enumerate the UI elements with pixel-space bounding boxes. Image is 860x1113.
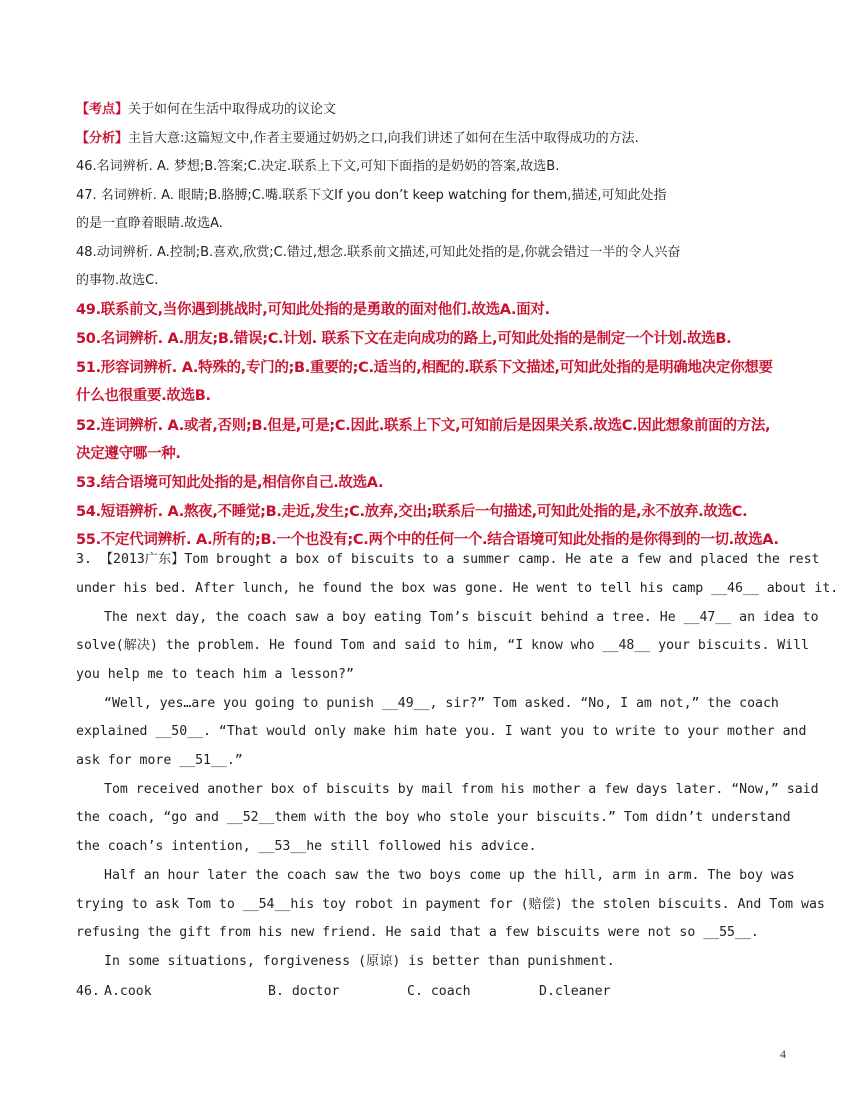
passage-line: under his bed. After lunch, he found the box was gone. He went to tell his camp __46__ about it. xyxy=(76,581,839,596)
kaodian-line xyxy=(76,100,336,120)
question-46-number: 46. xyxy=(76,984,100,999)
option-c: C. coach xyxy=(407,984,471,999)
passage-line: explained __50__. “That would only make him hate you. I want you to write to your mother and xyxy=(76,724,807,739)
passage-line: The next day, the coach saw a boy eating Tom’s biscuit behind a tree. He __47__ an idea to xyxy=(104,610,819,625)
red-explanation-line: 什么也很重要.故选B. xyxy=(76,388,211,404)
passage-line: trying to ask Tom to __54__his toy robot in payment for (赔偿) the stolen biscuits. And Tom was xyxy=(76,897,825,912)
red-explanation-line: 49.联系前文,当你遇到挑战时,可知此处指的是勇敢的面对他们.故选A.面对. xyxy=(76,302,550,318)
passage-line: In some situations, forgiveness (原谅) is better than punishment. xyxy=(104,954,615,969)
passage-line: Tom received another box of biscuits by mail from his mother a few days later. “Now,” said xyxy=(104,782,819,797)
red-explanation-line: 决定遵守哪一种. xyxy=(76,446,181,462)
explanation-line: 的事物.故选C. xyxy=(76,273,159,288)
passage-line: the coach, “go and __52__them with the boy who stole your biscuits.” Tom didn’t understand xyxy=(76,810,791,825)
option-b: B. doctor xyxy=(268,984,340,999)
fenxi-text: 主旨大意:这篇短文中,作者主要通过奶奶之口,向我们讲述了如何在生活中取得成功的方法. xyxy=(128,131,639,146)
explanation-line: 的是一直睁着眼睛.故选A. xyxy=(76,216,223,231)
passage-line: you help me to teach him a lesson?” xyxy=(76,667,354,682)
fenxi-line xyxy=(76,129,639,149)
page-number: 4 xyxy=(780,1047,786,1061)
passage-line: Half an hour later the coach saw the two boys come up the hill, arm in arm. The boy was xyxy=(104,868,795,883)
red-explanation-line: 55.不定代词辨析. A.所有的;B.一个也没有;C.两个中的任何一个.结合语境可知此处指的是你得到的一切.故选A. xyxy=(76,532,779,548)
explanation-line: 48.动词辨析. A.控制;B.喜欢,欣赏;C.错过,想念.联系前文描述,可知此处指的是,你就会错过一半的令人兴奋 xyxy=(76,245,681,260)
option-a: A.cook xyxy=(104,984,152,999)
passage-line: “Well, yes…are you going to punish __49__, sir?” Tom asked. “No, I am not,” the coach xyxy=(104,696,779,711)
option-d: D.cleaner xyxy=(539,984,611,999)
passage-line: the coach’s intention, __53__he still followed his advice. xyxy=(76,839,537,854)
red-explanation-line: 52.连词辨析. A.或者,否则;B.但是,可是;C.因此.联系上下文,可知前后是因果关系.故选C.因此想象前面的方法, xyxy=(76,418,771,434)
red-explanation-line: 51.形容词辨析. A.特殊的,专门的;B.重要的;C.适当的,相配的.联系下文描述,可知此处指的是明确地决定你想要 xyxy=(76,360,773,376)
red-explanation-line: 53.结合语境可知此处指的是,相信你自己.故选A. xyxy=(76,475,384,491)
passage-line: refusing the gift from his new friend. He said that a few biscuits were not so __55__. xyxy=(76,925,759,940)
red-explanation-line: 54.短语辨析. A.熬夜,不睡觉;B.走近,发生;C.放弃,交出;联系后一句描述,可知此处指的是,永不放弃.故选C. xyxy=(76,504,748,520)
red-explanation-line: 50.名词辨析. A.朋友;B.错误;C.计划. 联系下文在走向成功的路上,可知此处指的是制定一个计划.故选B. xyxy=(76,331,732,347)
explanation-line: 46.名词辨析. A. 梦想;B.答案;C.决定.联系上下文,可知下面指的是奶奶的答案,故选B. xyxy=(76,159,560,174)
passage-line: solve(解决) the problem. He found Tom and said to him, “I know who __48__ your biscuits. Will xyxy=(76,638,809,653)
passage-line: ask for more __51__.” xyxy=(76,753,243,768)
fenxi-tag: 【分析】 xyxy=(76,131,129,146)
explanation-line: 47. 名词辨析. A. 眼睛;B.胳膊;C.嘴.联系下文If you don’t keep watching for them,描述,可知此处指 xyxy=(76,188,667,203)
passage-line: 3. 【2013广东】Tom brought a box of biscuits to a summer camp. He ate a few and placed the rest xyxy=(76,552,820,567)
kaodian-tag: 【考点】 xyxy=(76,102,129,117)
kaodian-text: 关于如何在生活中取得成功的议论文 xyxy=(128,102,337,117)
